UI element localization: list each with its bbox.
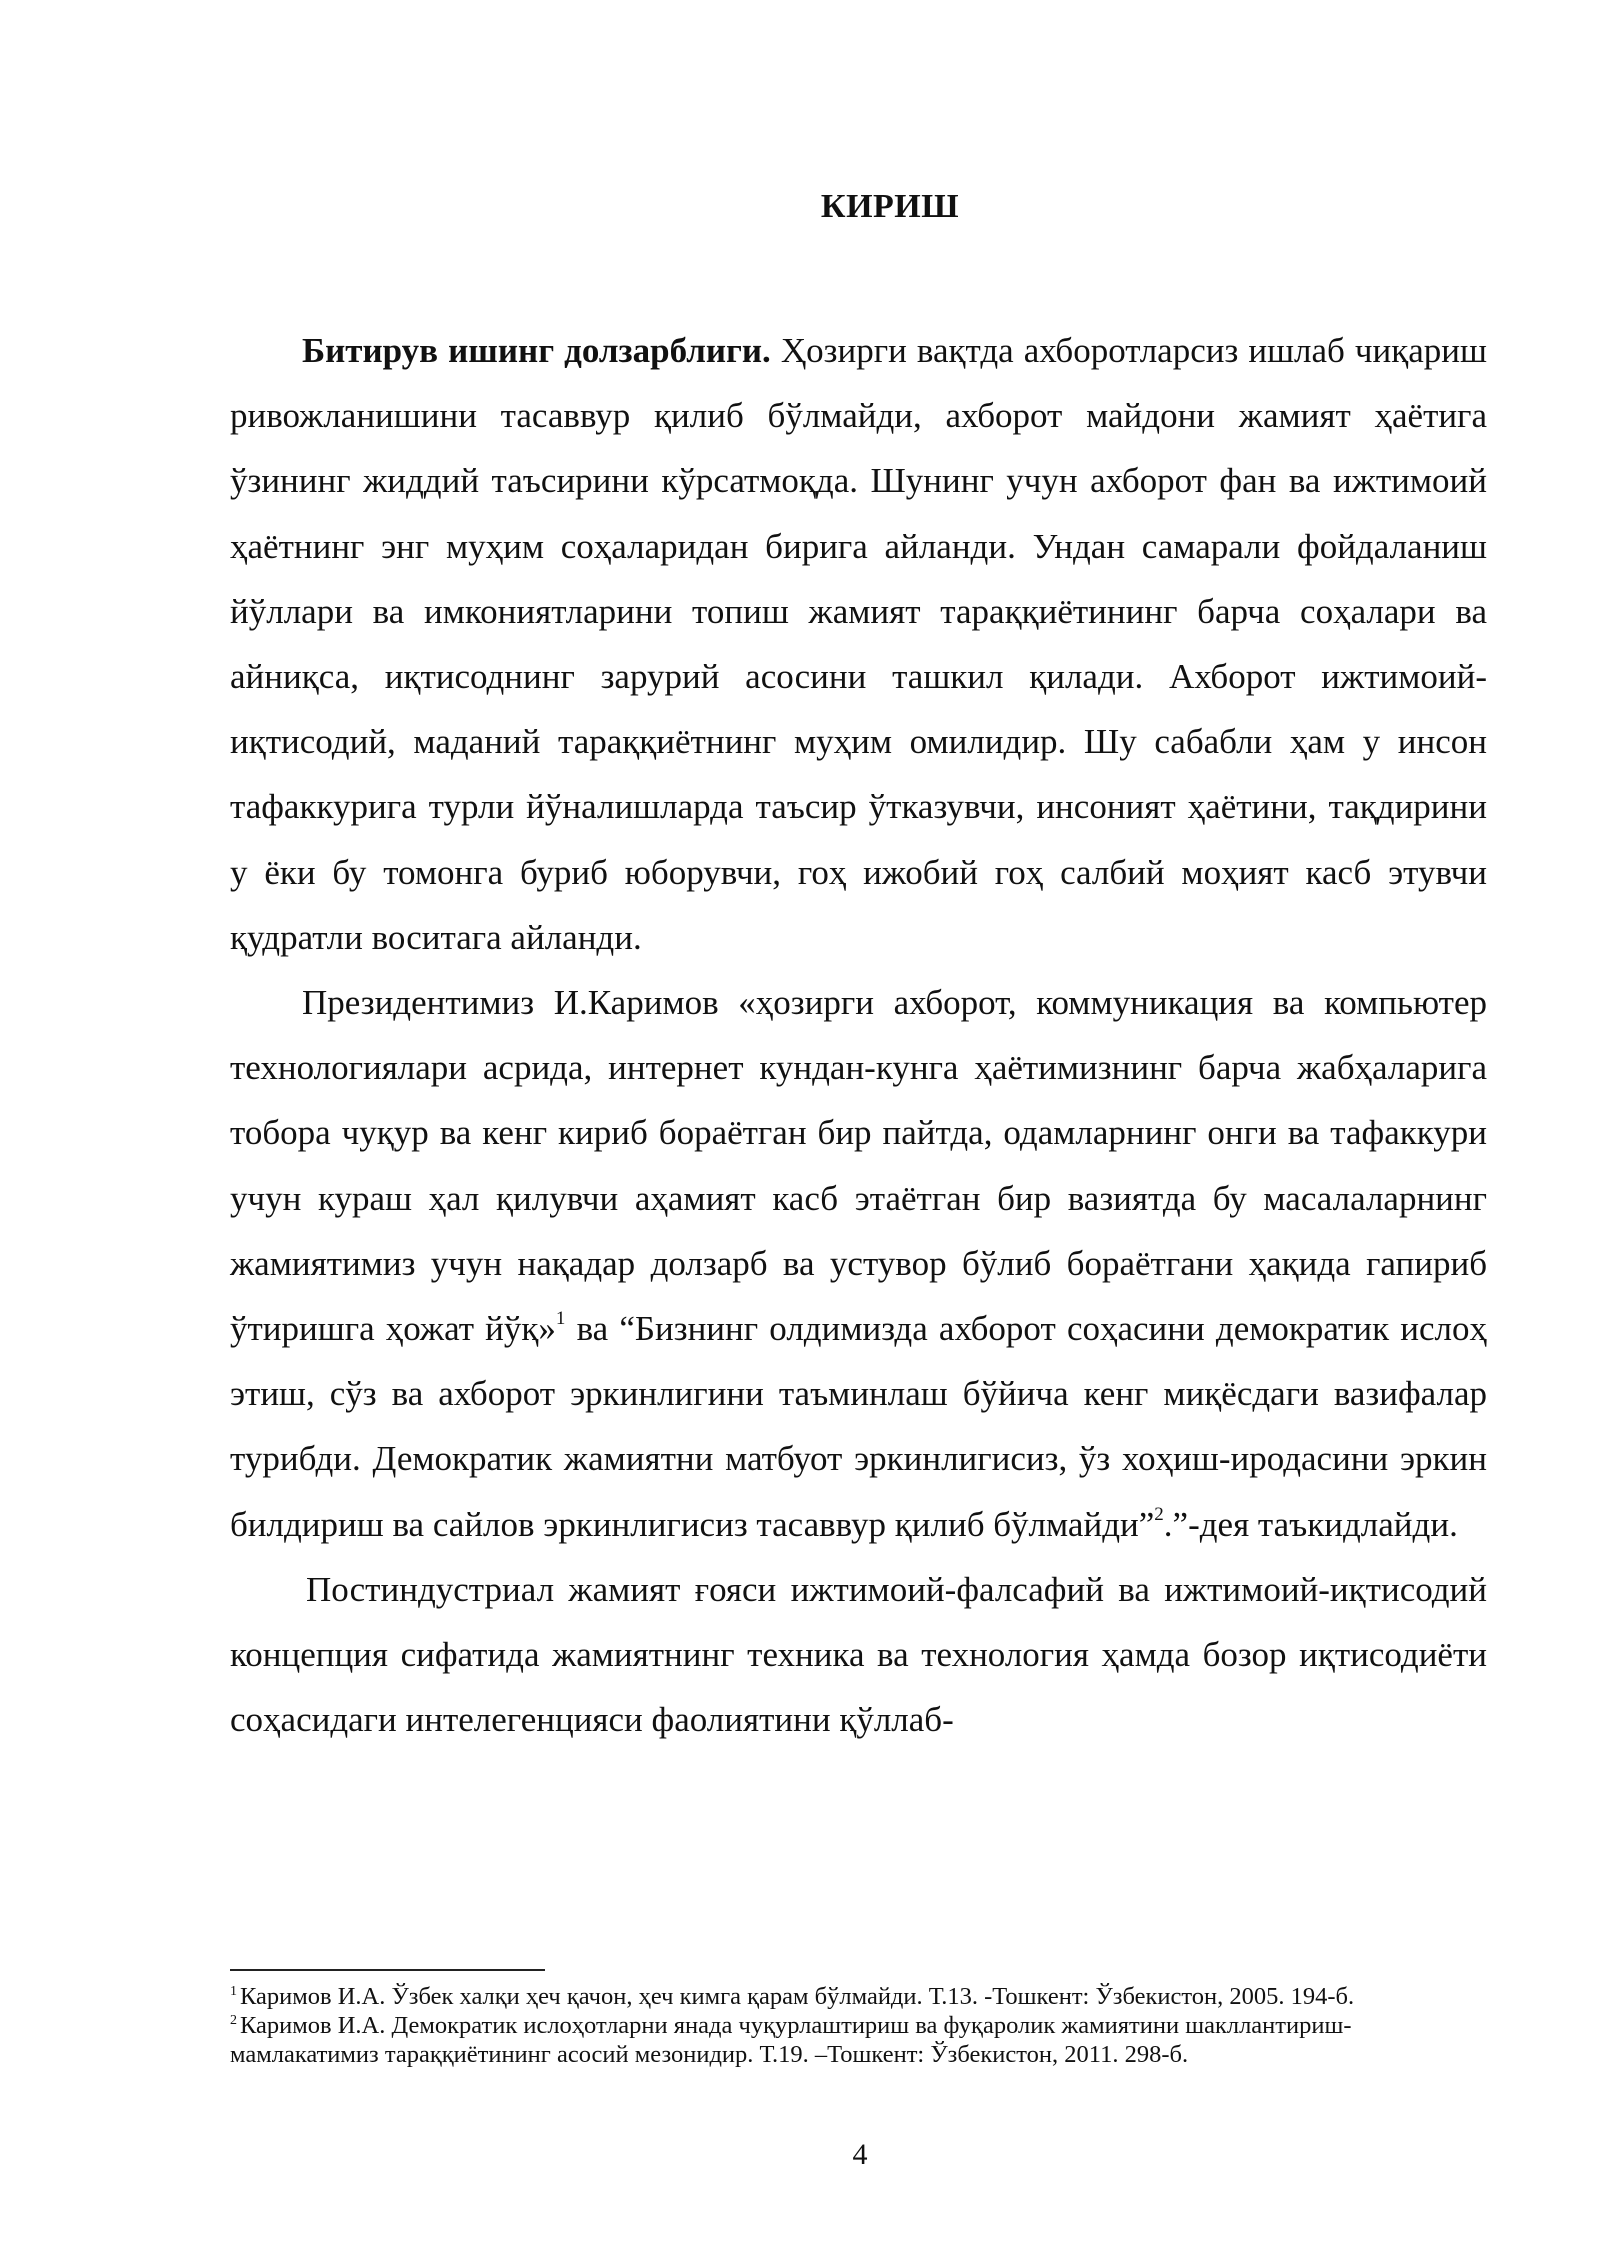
footnote-1 (230, 1982, 1500, 2011)
body-text (230, 318, 1487, 1752)
footnote-separator (230, 1969, 545, 1971)
footnote-ref-2[interactable]: 2 (1154, 1503, 1164, 1525)
footnote-2 (230, 2011, 1500, 2069)
paragraph-lead: Битирув ишинг долзарблиги. (302, 331, 771, 370)
quote-part-3: .”-дея таъкидлайди. (1163, 1504, 1458, 1544)
page-number: 4 (852, 2138, 868, 2171)
footnote-text: Каримов И.А. Ўзбек халқи ҳеч қачон, ҳеч кимга қарам бўлмайди. Т.13. -Тошкент: Ўзбекистон, 2005. 194-б. (240, 1983, 1355, 2010)
paragraph-text: Постиндустриал жамият ғояси ижтимоий-фалсафий ва ижтимоий-иқтисодий концепция сифатида жамиятнинг техника ва технология ҳамда бозор иқтисодиёти соҳасидаги интелегенцияси фаолиятини қўллаб- (230, 1569, 1487, 1740)
footnote-number: 2 (230, 2013, 237, 2028)
quote-part-1: Президентимиз И.Каримов «ҳозирги ахборот, коммуникация ва компьютер технологиялари асрида, интернет кундан-кунга ҳаётимизнинг барча жабҳаларига тобора чуқур ва кенг кириб бораётган бир пайтда, одамларнинг онги ва тафаккури учун кураш ҳал қилувчи аҳамият касб этаётган бир вазиятда бу масалаларнинг жамиятимиз учун нақадар долзарб ва устувор бўлиб бораётгани ҳақида гапириб ўтиришга ҳожат йўқ» (230, 983, 1487, 1349)
footnote-text: Каримов И.А. Демократик ислоҳотларни янада чуқурлаштириш ва фуқаролик жамиятини шакллантириш-мамлакатимиз тараққиётининг асосий мезонидир. Т.19. –Тошкент: Ўзбекистон, 2011. 298-б. (230, 2012, 1352, 2068)
paragraph-text: Ҳозирги вақтда ахборотларсиз ишлаб чиқариш ривожланишини тасаввур қилиб бўлмайди, ахборот майдони жамият ҳаётига ўзининг жиддий таъсирини кўрсатмоқда. Шунинг учун ахборот фан ва ижтимоий ҳаётнинг энг муҳим соҳаларидан бирига айланди. Ундан самарали фойдаланиш йўллари ва имкониятларини топиш жамият тараққиётининг барча соҳалари ва айниқса, иқтисоднинг зарурий асосини ташкил қилади. Ахборот ижтимоий-иқтисодий, маданий тараққиётнинг муҳим омилидир. Шу сабабли ҳам у инсон тафаккурига турли йўналишларда таъсир ўтказувчи, инсоният ҳаётини, тақдирини у ёки бу томонга буриб юборувчи, гоҳ ижобий гоҳ салбий моҳият касб этувчи қудратли воситага айланди. (230, 331, 1487, 957)
footnotes (230, 1982, 1500, 2069)
footnote-number: 1 (230, 1984, 237, 1999)
paragraph-relevance (230, 318, 1487, 970)
page-title: КИРИШ (820, 188, 960, 225)
footnote-ref-1[interactable]: 1 (555, 1308, 566, 1330)
quote-part-2: ва “Бизнинг олдимизда ахборот соҳасини демократик ислоҳ этиш, сўз ва ахборот эркинлигини таъминлаш бўйича кенг миқёсдаги вазифалар турибди. Демократик жамиятни матбуот эркинлигисиз, ўз хоҳиш-иродасини эркин билдириш ва сайлов эркинлигисиз тасаввур қилиб бўлмайди” (230, 1309, 1487, 1544)
paragraph-quote (230, 970, 1487, 1557)
paragraph-postindustrial (230, 1557, 1487, 1753)
